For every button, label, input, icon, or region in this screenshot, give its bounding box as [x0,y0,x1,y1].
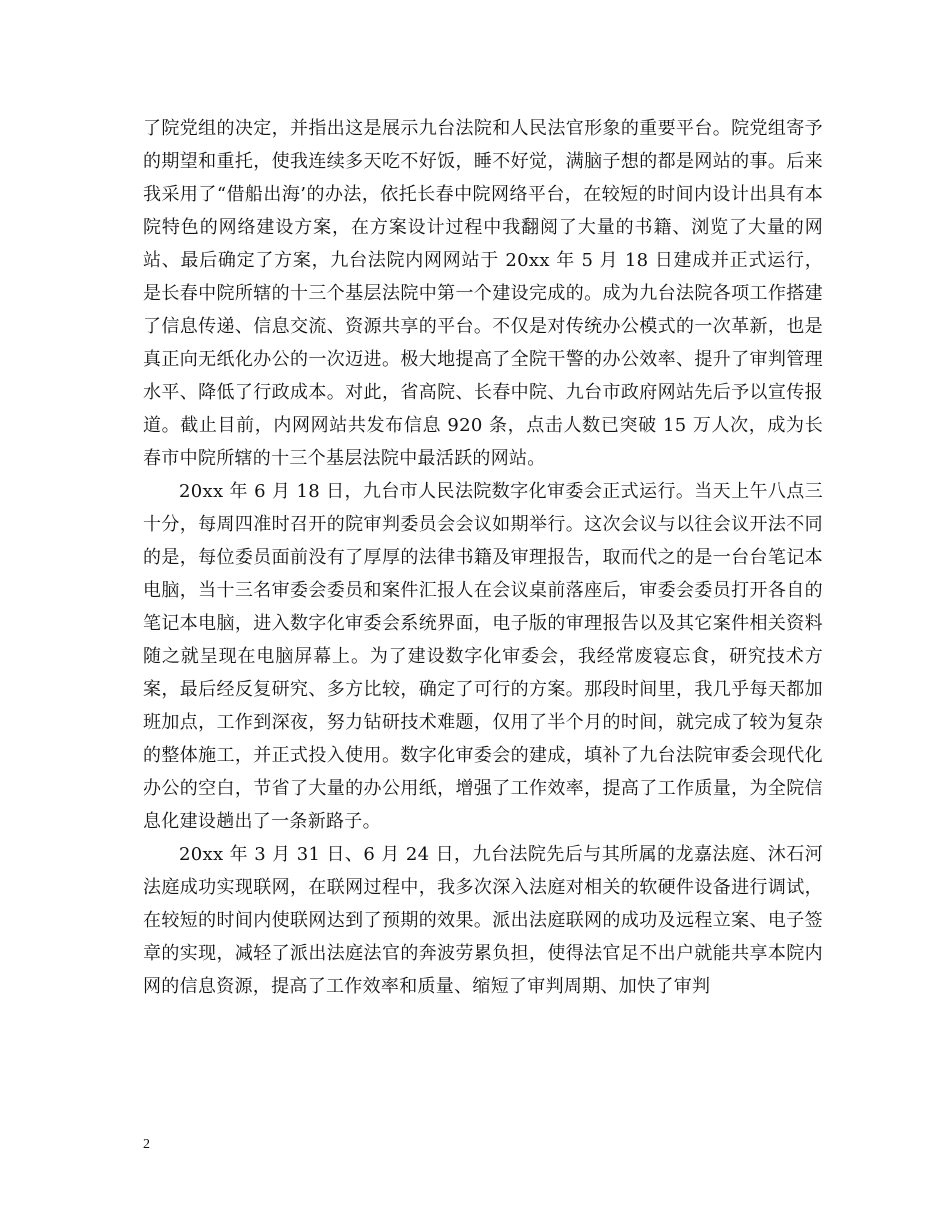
paragraph-3: 20xx 年 3 月 31 日、6 月 24 日，九台法院先后与其所属的龙嘉法庭、沐石河法庭成功实现联网，在联网过程中，我多次深入法庭对相关的软硬件设备进行调试，在较短的时间内使联网达到了预期的效果。派出法庭联网的成功及远程立案、电子签章的实现，减轻了派出法庭法官的奔波劳累负担，使得法官足不出户就能共享本院内网的信息资源，提高了工作效率和质量、缩短了审判周期、加快了审判 [143,844,823,997]
document-body [143,112,823,1003]
paragraph-1: 了院党组的决定，并指出这是展示九台法院和人民法官形象的重要平台。院党组寄予的期望和重托，使我连续多天吃不好饭，睡不好觉，满脑子想的都是网站的事。后来我采用了“借船出海’的办法，依托长春中院网络平台，在较短的时间内设计出具有本院特色的网络建设方案，在方案设计过程中我翻阅了大量的书籍、浏览了大量的网站、最后确定了方案，九台法院内网网站于 20xx 年 5 月 18 日建成并正式运行，是长春中院所辖的十三个基层法院中第一个建设完成的。成为九台法院各项工作搭建了信息传递、信息交流、资源共享的平台。不仅是对传统办公模式的一次革新，也是真正向无纸化办公的一次迈进。极大地提高了全院干警的办公效率、提升了审判管理水平、降低了行政成本。对此，省高院、长春中院、九台市政府网站先后予以宣传报道。截止目前，内网网站共发布信息 920 条，点击人数已突破 15 万人次，成为长春市中院所辖的十三个基层法院中最活跃的网站。 [143,118,823,469]
page-number: 2 [143,1137,150,1152]
paragraph-2: 20xx 年 6 月 18 日，九台市人民法院数字化审委会正式运行。当天上午八点三十分，每周四准时召开的院审判委员会会议如期举行。这次会议与以往会议开法不同的是，每位委员面前没有了厚厚的法律书籍及审理报告，取而代之的是一台台笔记本电脑，当十三名审委会委员和案件汇报人在会议桌前落座后，审委会委员打开各自的笔记本电脑，进入数字化审委会系统界面，电子版的审理报告以及其它案件相关资料随之就呈现在电脑屏幕上。为了建设数字化审委会，我经常废寝忘食，研究技术方案，最后经反复研究、多方比较，确定了可行的方案。那段时间里，我几乎每天都加班加点，工作到深夜，努力钻研技术难题，仅用了半个月的时间，就完成了较为复杂的整体施工，并正式投入使用。数字化审委会的建成，填补了九台法院审委会现代化办公的空白，节省了大量的办公用纸，增强了工作效率，提高了工作质量，为全院信息化建设趟出了一条新路子。 [143,481,823,832]
